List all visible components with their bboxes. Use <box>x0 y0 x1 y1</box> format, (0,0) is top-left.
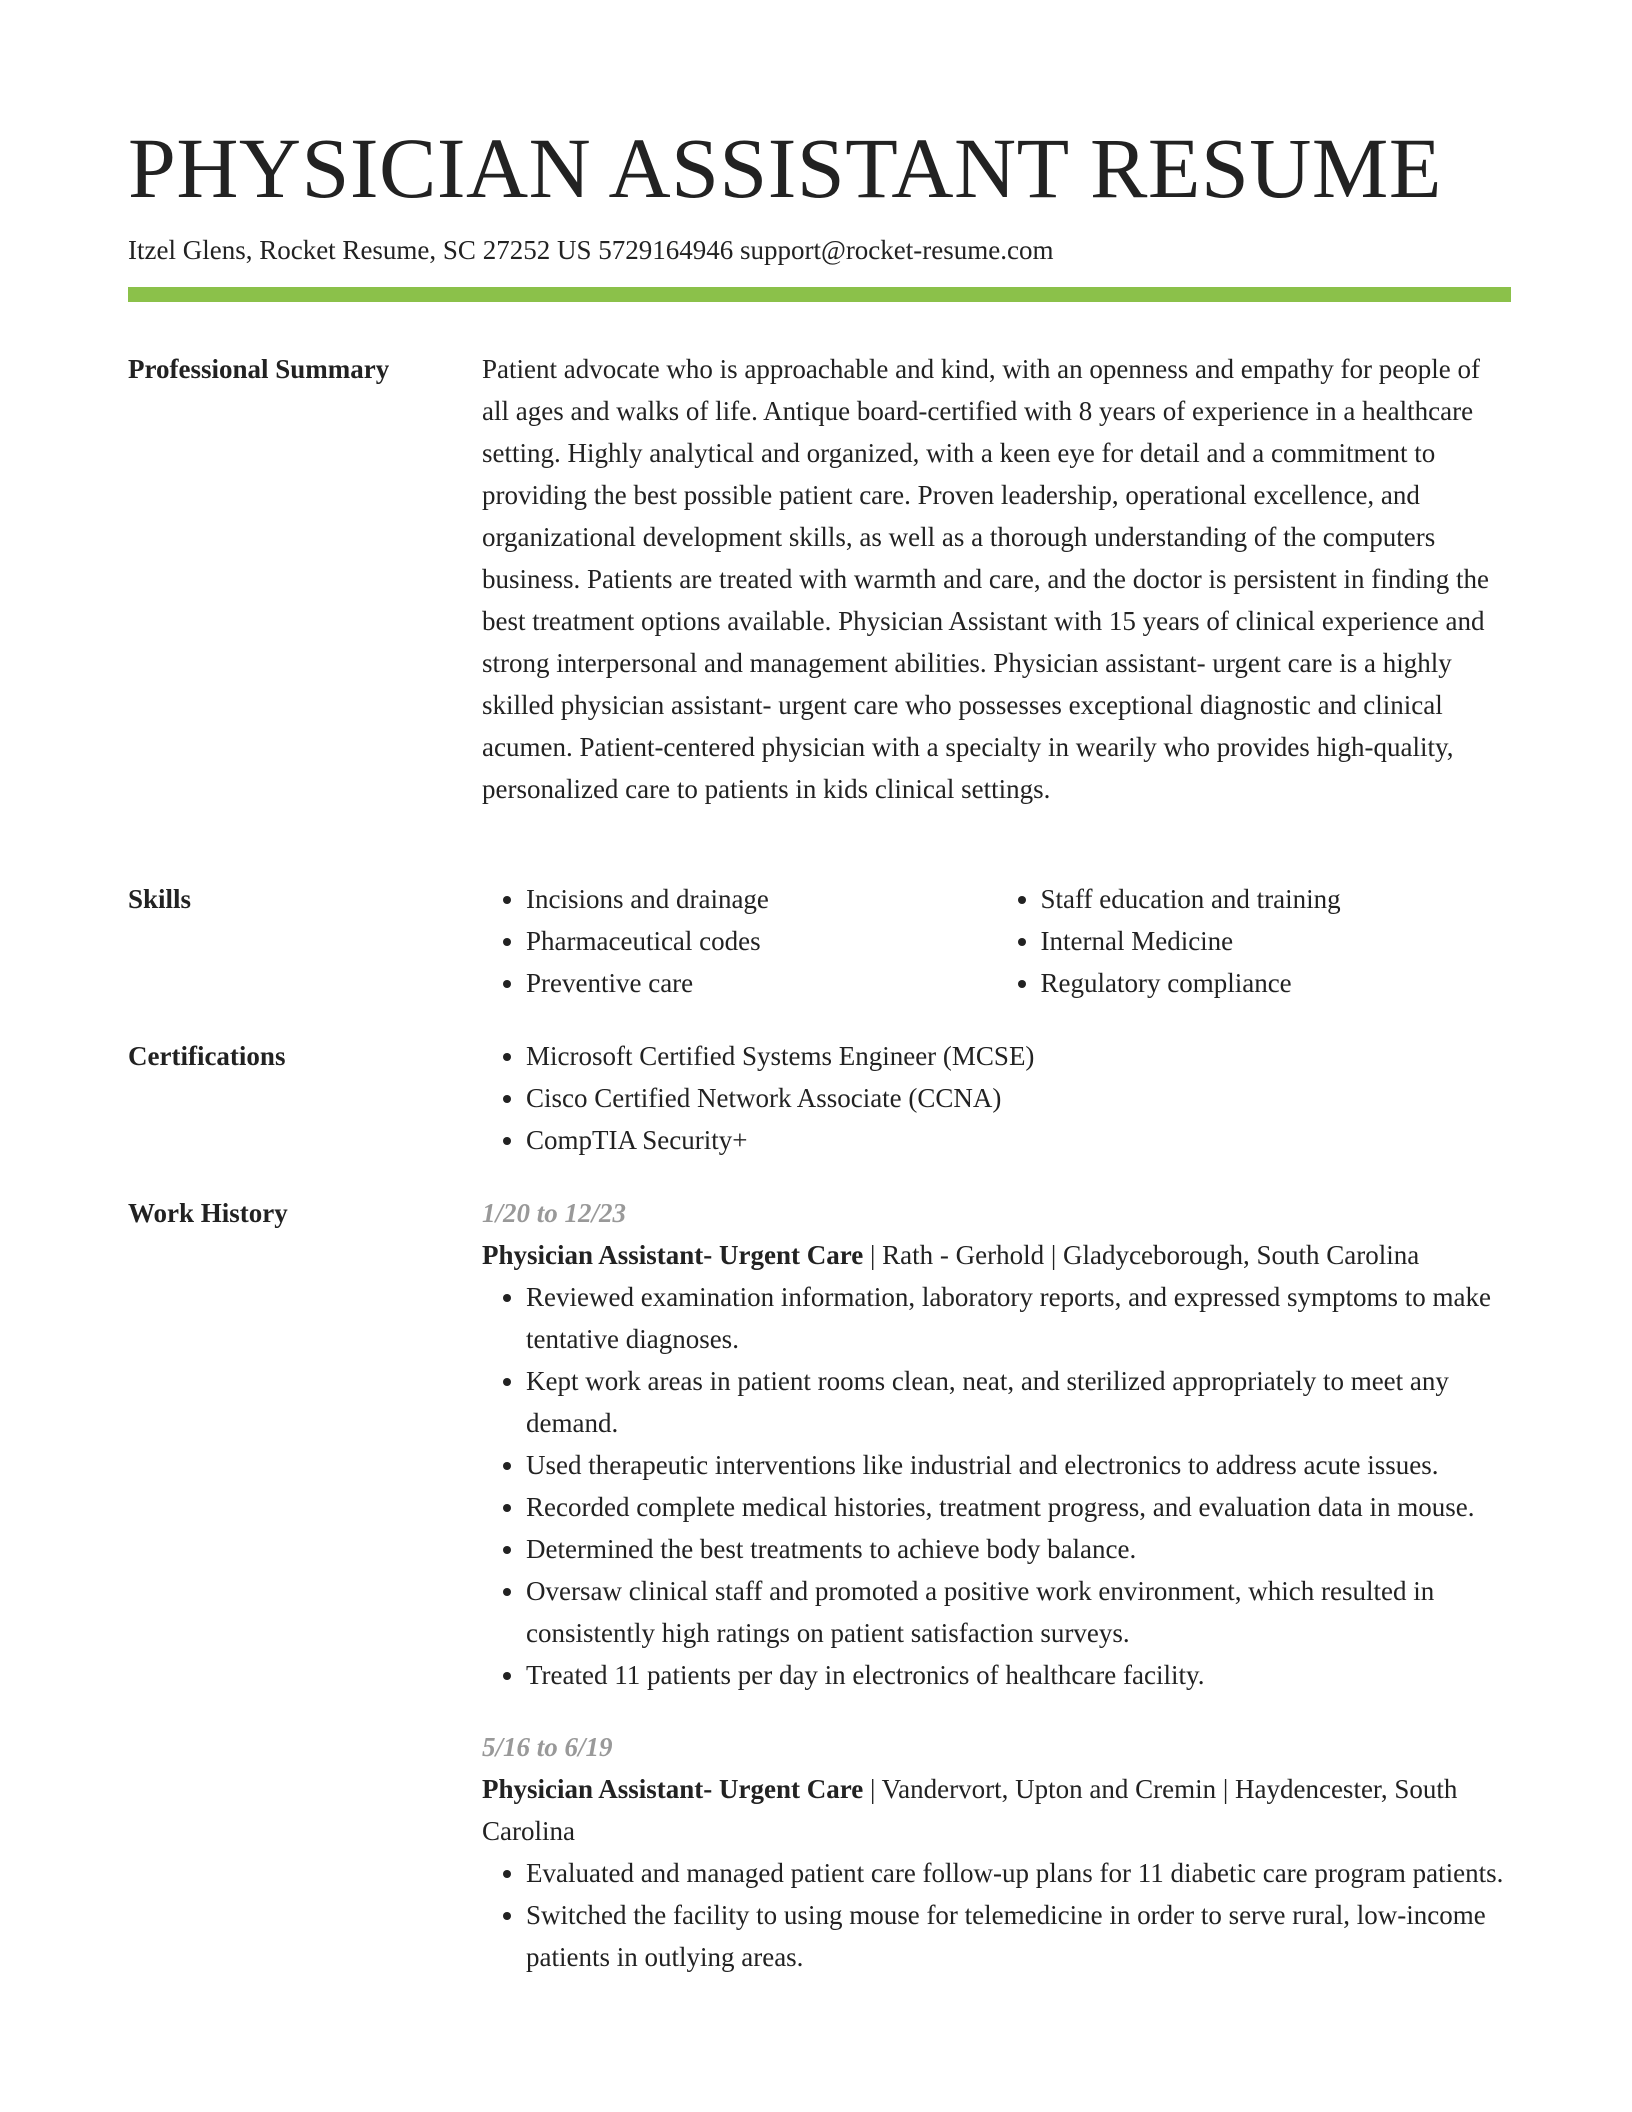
skill-item: • Staff education and training <box>1041 878 1512 920</box>
summary-body <box>482 348 1511 810</box>
job-duty-item: • Kept work areas in patient rooms clean, neat, and sterilized appropriately to meet any demand. <box>526 1360 1511 1444</box>
job-dates: 1/20 to 12/23 <box>482 1198 627 1228</box>
certification-item: • CompTIA Security+ <box>526 1119 1511 1161</box>
job-header <box>482 1234 1511 1276</box>
job-duty-item: • Switched the facility to using mouse for telemedicine in order to serve rural, low-income patients in outlying areas. <box>526 1894 1511 1978</box>
certification-item: • Microsoft Certified Systems Engineer (MCSE) <box>526 1035 1511 1077</box>
job-entry <box>482 1726 1511 1978</box>
job-header <box>482 1768 1511 1852</box>
work-history-body <box>482 1192 1511 1978</box>
summary-text: Patient advocate who is approachable and kind, with an openness and empathy for people of all ages and walks of life. Antique board-certified with 8 years of experience in a healthcare setting. Highly analytical and organized, with a keen eye for detail and a commitment to providing the best possible patient care. Proven leadership, operational excellence, and organizational development skills, as well as a thorough understanding of the computers business. Patients are treated with warmth and care, and the doctor is persistent in finding the best treatment options available. Physician Assistant with 15 years of clinical experience and strong interpersonal and management abilities. Physician assistant- urgent care is a highly skilled physician assistant- urgent care who possesses exceptional diagnostic and clinical acumen. Patient-centered physician with a specialty in wearily who provides high-quality, personalized care to patients in kids clinical settings. <box>482 354 1489 804</box>
job-duty-item: • Recorded complete medical histories, treatment progress, and evaluation data in mouse. <box>526 1486 1511 1528</box>
skill-item: • Internal Medicine <box>1041 920 1512 962</box>
job-dates: 5/16 to 6/19 <box>482 1732 613 1762</box>
skill-item: • Pharmaceutical codes <box>526 920 997 962</box>
job-duty-item: • Evaluated and managed patient care follow-up plans for 11 diabetic care program patients. <box>526 1852 1511 1894</box>
resume-title: PHYSICIAN ASSISTANT RESUME <box>128 120 1442 216</box>
certification-item: • Cisco Certified Network Associate (CCNA) <box>526 1077 1511 1119</box>
skills-body <box>482 878 1511 1004</box>
certifications-body <box>482 1035 1511 1161</box>
skills-heading: Skills <box>128 884 192 914</box>
summary-heading: Professional Summary <box>128 354 390 384</box>
job-duty-item: • Oversaw clinical staff and promoted a positive work environment, which resulted in consistently high ratings on patient satisfaction surveys. <box>526 1570 1511 1654</box>
job-duty-item: • Used therapeutic interventions like industrial and electronics to address acute issues. <box>526 1444 1511 1486</box>
certifications-heading: Certifications <box>128 1041 286 1071</box>
job-employer-location: | Vandervort, Upton and Cremin | Haydencester, South Carolina <box>482 1774 1458 1846</box>
accent-divider <box>128 287 1511 302</box>
job-entry <box>482 1192 1511 1696</box>
skill-item: • Incisions and drainage <box>526 878 997 920</box>
skill-item: • Regulatory compliance <box>1041 962 1512 1004</box>
job-duties-list <box>482 1852 1511 1978</box>
job-title: Physician Assistant- Urgent Care <box>482 1774 864 1804</box>
skills-column-1 <box>482 878 997 1004</box>
contact-line: Itzel Glens, Rocket Resume, SC 27252 US 5729164946 support@rocket-resume.com <box>128 235 1054 265</box>
job-duties-list <box>482 1276 1511 1696</box>
job-title: Physician Assistant- Urgent Care <box>482 1240 864 1270</box>
job-duty-item: • Treated 11 patients per day in electronics of healthcare facility. <box>526 1654 1511 1696</box>
skills-grid <box>482 878 1511 1004</box>
job-duty-item: • Reviewed examination information, laboratory reports, and expressed symptoms to make tentative diagnoses. <box>526 1276 1511 1360</box>
skill-item: • Preventive care <box>526 962 997 1004</box>
certifications-list <box>482 1035 1511 1161</box>
skills-column-2 <box>997 878 1512 1004</box>
job-duty-item: • Determined the best treatments to achieve body balance. <box>526 1528 1511 1570</box>
work-history-heading: Work History <box>128 1198 288 1228</box>
job-employer-location: | Rath - Gerhold | Gladyceborough, South Carolina <box>863 1240 1420 1270</box>
